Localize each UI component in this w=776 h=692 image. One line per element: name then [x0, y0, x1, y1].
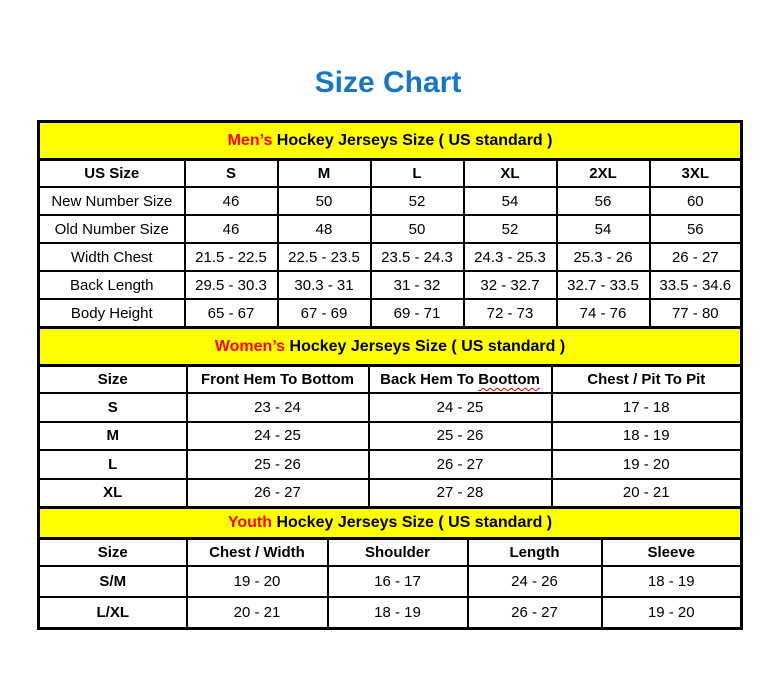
- mens-header-row: [39, 160, 742, 188]
- mens-band-text: Hockey Jerseys Size ( US standard ): [272, 131, 553, 149]
- value-cell: 23.5 - 24.3: [371, 243, 464, 271]
- table-row: [39, 422, 742, 451]
- value-cell: 77 - 80: [650, 299, 742, 328]
- column-header: Front Hem To Bottom: [187, 366, 369, 394]
- youth-band-cell: [39, 508, 742, 539]
- value-cell: 18 - 19: [552, 422, 742, 451]
- value-cell: 19 - 20: [187, 566, 328, 597]
- value-cell: 17 - 18: [552, 393, 742, 422]
- value-cell: 20 - 21: [187, 597, 328, 629]
- row-label: L/XL: [39, 597, 187, 629]
- value-cell: 19 - 20: [552, 450, 742, 479]
- table-row: [39, 479, 742, 508]
- row-label: M: [39, 422, 187, 451]
- row-label: Width Chest: [39, 243, 185, 271]
- value-cell: 24 - 26: [468, 566, 602, 597]
- value-cell: 54: [464, 187, 557, 215]
- size-tables: [37, 120, 740, 630]
- value-cell: 26 - 27: [187, 479, 369, 508]
- value-cell: 56: [650, 215, 742, 243]
- value-cell: 32 - 32.7: [464, 271, 557, 299]
- value-cell: 24 - 25: [187, 422, 369, 451]
- value-cell: 32.7 - 33.5: [557, 271, 650, 299]
- youth-section-band: [39, 508, 742, 539]
- row-label: S: [39, 393, 187, 422]
- value-cell: 56: [557, 187, 650, 215]
- value-cell: 46: [185, 187, 278, 215]
- value-cell: 52: [371, 187, 464, 215]
- value-cell: 26 - 27: [650, 243, 742, 271]
- value-cell: 29.5 - 30.3: [185, 271, 278, 299]
- value-cell: 65 - 67: [185, 299, 278, 328]
- value-cell: 18 - 19: [328, 597, 468, 629]
- womens-section-band: [39, 328, 742, 366]
- value-cell: 72 - 73: [464, 299, 557, 328]
- table-row: [39, 393, 742, 422]
- column-header: M: [278, 160, 371, 188]
- womens-band-cell: [39, 328, 742, 366]
- column-header: Shoulder: [328, 539, 468, 567]
- row-label: S/M: [39, 566, 187, 597]
- value-cell: 25.3 - 26: [557, 243, 650, 271]
- value-cell: 16 - 17: [328, 566, 468, 597]
- back-hem-label: Back Hem To: [380, 371, 479, 388]
- value-cell: 25 - 26: [369, 422, 552, 451]
- value-cell: 54: [557, 215, 650, 243]
- value-cell: 67 - 69: [278, 299, 371, 328]
- row-label: Body Height: [39, 299, 185, 328]
- value-cell: 24 - 25: [369, 393, 552, 422]
- row-label: Old Number Size: [39, 215, 185, 243]
- value-cell: 21.5 - 22.5: [185, 243, 278, 271]
- table-row: [39, 566, 742, 597]
- column-header: [369, 366, 552, 394]
- value-cell: 50: [278, 187, 371, 215]
- youth-header-row: [39, 539, 742, 567]
- column-header: Sleeve: [602, 539, 742, 567]
- value-cell: 52: [464, 215, 557, 243]
- value-cell: 19 - 20: [602, 597, 742, 629]
- value-cell: 60: [650, 187, 742, 215]
- value-cell: 74 - 76: [557, 299, 650, 328]
- value-cell: 30.3 - 31: [278, 271, 371, 299]
- table-row: [39, 450, 742, 479]
- womens-header-row: [39, 366, 742, 394]
- value-cell: 22.5 - 23.5: [278, 243, 371, 271]
- mens-band-cell: [39, 122, 742, 160]
- value-cell: 23 - 24: [187, 393, 369, 422]
- youth-band-text: Hockey Jerseys Size ( US standard ): [272, 514, 553, 531]
- table-row: [39, 597, 742, 629]
- womens-band-text: Hockey Jerseys Size ( US standard ): [285, 337, 566, 355]
- mens-size-table: [37, 120, 743, 329]
- column-header: 3XL: [650, 160, 742, 188]
- value-cell: 26 - 27: [369, 450, 552, 479]
- row-label: New Number Size: [39, 187, 185, 215]
- mens-section-band: [39, 122, 742, 160]
- row-label: XL: [39, 479, 187, 508]
- page-title: Size Chart: [314, 66, 462, 99]
- table-row: [39, 187, 742, 215]
- misspelled-word: Boottom: [478, 371, 540, 388]
- value-cell: 46: [185, 215, 278, 243]
- column-header: XL: [464, 160, 557, 188]
- table-row: [39, 243, 742, 271]
- column-header: L: [371, 160, 464, 188]
- mens-band-highlight: Men’s: [227, 131, 273, 149]
- womens-band-highlight: Women’s: [214, 337, 286, 355]
- column-header: Size: [39, 366, 187, 394]
- youth-band-highlight: Youth: [227, 514, 272, 531]
- column-header: Size: [39, 539, 187, 567]
- table-row: [39, 299, 742, 328]
- table-row: [39, 215, 742, 243]
- value-cell: 24.3 - 25.3: [464, 243, 557, 271]
- value-cell: 48: [278, 215, 371, 243]
- womens-size-table: [37, 326, 743, 509]
- value-cell: 50: [371, 215, 464, 243]
- column-header: 2XL: [557, 160, 650, 188]
- value-cell: 27 - 28: [369, 479, 552, 508]
- value-cell: 25 - 26: [187, 450, 369, 479]
- row-label: Back Length: [39, 271, 185, 299]
- table-row: [39, 271, 742, 299]
- column-header: US Size: [39, 160, 185, 188]
- column-header: Chest / Width: [187, 539, 328, 567]
- value-cell: 31 - 32: [371, 271, 464, 299]
- value-cell: 69 - 71: [371, 299, 464, 328]
- value-cell: 33.5 - 34.6: [650, 271, 742, 299]
- column-header: S: [185, 160, 278, 188]
- row-label: L: [39, 450, 187, 479]
- value-cell: 26 - 27: [468, 597, 602, 629]
- value-cell: 20 - 21: [552, 479, 742, 508]
- value-cell: 18 - 19: [602, 566, 742, 597]
- column-header: Length: [468, 539, 602, 567]
- youth-size-table: [37, 506, 743, 630]
- column-header: Chest / Pit To Pit: [552, 366, 742, 394]
